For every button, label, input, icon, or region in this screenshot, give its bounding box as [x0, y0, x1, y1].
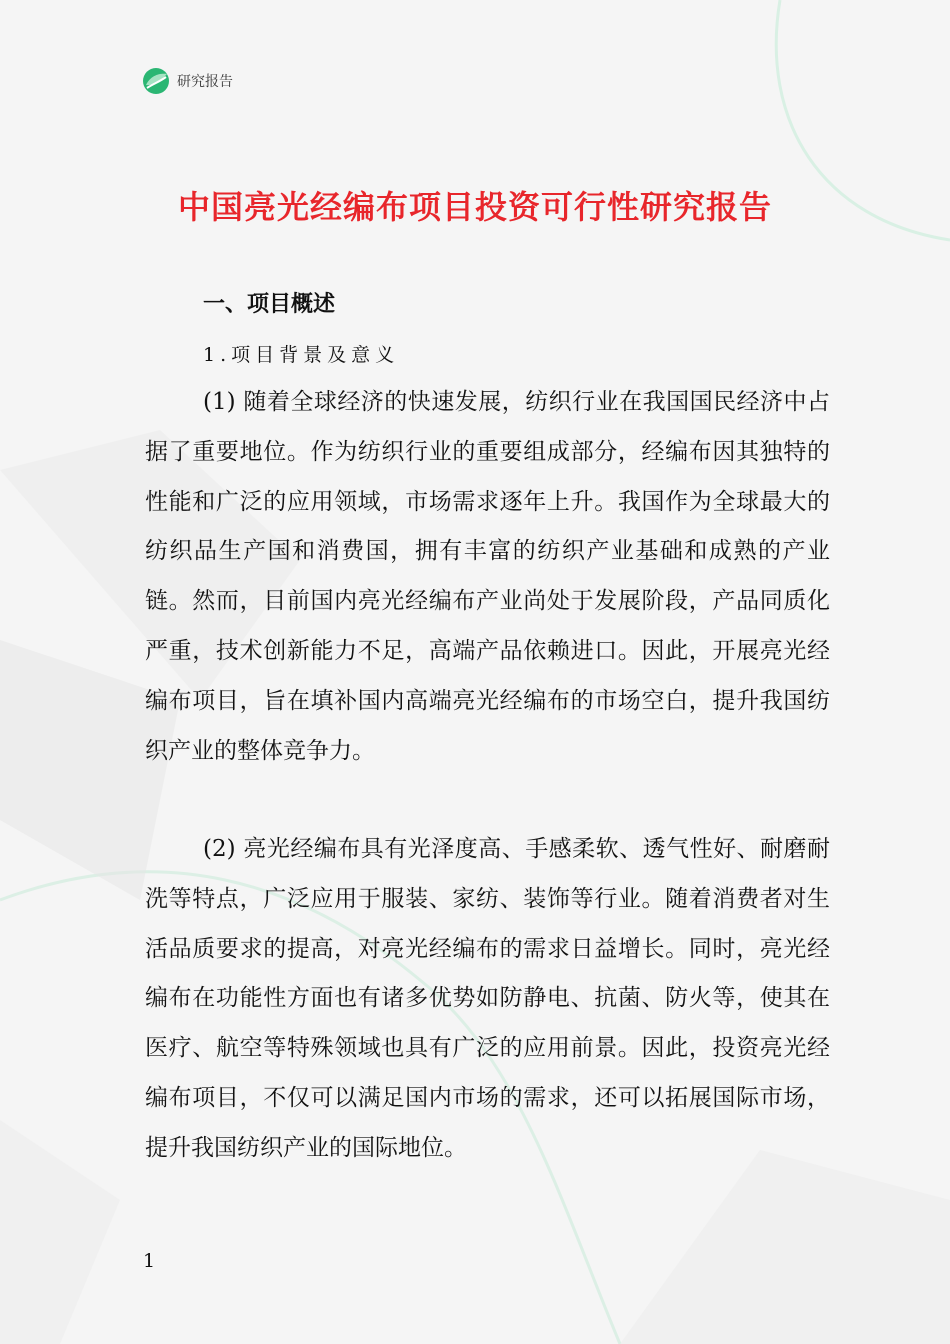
paragraph-1: (1) 随着全球经济的快速发展，纺织行业在我国国民经济中占据了重要地位。作为纺织行业的重要组成部分，经编布因其独特的性能和广泛的应用领域，市场需求逐年上升。我国作为全球最大的纺织品生产国和消费国，拥有丰富的纺织产业基础和成熟的产业链。然而，目前国内亮光经编布产业尚处于发展阶段，产品同质化严重，技术创新能力不足，高端产品依赖进口。因此，开展亮光经编布项目，旨在填补国内高端亮光经编布的市场空白，提升我国纺织产业的整体竞争力。 [145, 389, 830, 764]
paragraph-2: (2) 亮光经编布具有光泽度高、手感柔软、透气性好、耐磨耐洗等特点，广泛应用于服装、家纺、装饰等行业。随着消费者对生活品质要求的提高，对亮光经编布的需求日益增长。同时，亮光经编布在功能性方面也有诸多优势如防静电、抗菌、防火等，使其在医疗、航空等特殊领域也具有广泛的应用前景。因此，投资亮光经编布项目，不仅可以满足国内市场的需求，还可以拓展国际市场，提升我国纺织产业的国际地位。 [145, 836, 830, 1161]
report-header [142, 66, 233, 96]
section-heading: 一、项目概述 [203, 292, 336, 317]
document-title: 中国亮光经编布项目投资可行性研究报告 [177, 188, 772, 226]
header-label: 研究报告 [177, 74, 233, 90]
subsection-heading: 1.项目背景及意义 [203, 344, 400, 366]
green-leaf-logo-icon [142, 67, 170, 95]
page-number: 1 [143, 1250, 156, 1272]
